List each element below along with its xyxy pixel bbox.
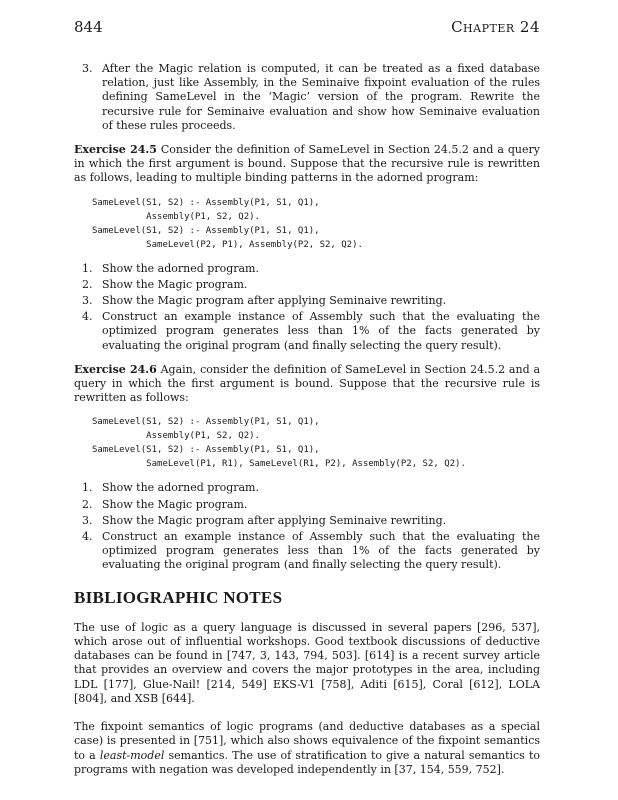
page-number: 844 — [74, 18, 103, 36]
list-item — [74, 294, 540, 308]
list-item — [74, 62, 540, 133]
list-item — [74, 278, 540, 292]
list-item-number: 3. — [82, 294, 93, 308]
code-block: SameLevel(S1, S2) :- Assembly(P1, S1, Q1), Assembly(P1, S2, Q2). SameLevel(S1, S2) :- Assembly(P1, S1, Q1), SameLevel(P1, R1), SameLevel(R1, P2), Assembly(P2, S2, Q2). — [92, 417, 466, 470]
list-item — [74, 498, 540, 512]
bibliography-paragraph: The use of logic as a query language is discussed in several papers [296, 537], which arose out of influential workshops. Good textbook discussions of deductive databases can be found in [747, 3, 143, 794, 503]. [614] is a recent survey article that provides an overview and covers the major prototypes in the area, including LDL [177], Glue-Nail! [214, 549] EKS-V1 [758], Aditi [615], Coral [612], LOLA [804], and XSB [644]. — [74, 620, 540, 705]
list-item-number: 1. — [82, 481, 93, 495]
list-item-text: Show the Magic program. — [102, 497, 248, 511]
paragraph-text: The fixpoint semantics of logic programs (and deductive databases as a special case) is presented in [751], which also shows equivalence of the fixpoint semantics to a — [74, 720, 540, 762]
list-item-text: Show the Magic program after applying Seminaive rewriting. — [102, 513, 447, 527]
list-item-text: Show the Magic program. — [102, 277, 248, 291]
exercise-items — [74, 262, 540, 353]
paragraph-text: semantics. The use of stratification to give a natural semantics to programs with negation was developed independently in [37, 154, 559, 752]. — [74, 748, 540, 776]
list-item — [74, 514, 540, 528]
list-item-text: Show the adorned program. — [102, 481, 259, 495]
exercise-text: Again, consider the definition of SameLevel in Section 24.5.2 and a query in which the first argument is bound. Suppose that the recursive rule is rewritten as follows: — [74, 362, 540, 405]
bibliography-paragraph — [74, 720, 540, 777]
exercise-24-6 — [74, 363, 540, 406]
list-item-number: 3. — [82, 513, 93, 527]
list-item-text: Show the adorned program. — [102, 261, 259, 275]
list-item-number: 3. — [82, 62, 93, 75]
list-item-text: After the Magic relation is computed, it can be treated as a fixed database relation, just like Assembly, in the Seminaive fixpoint evaluation of the rules defining SameLevel in the ‘Magic’ version of the program. Rewrite the recursive rule for Seminaive evaluation and show how Seminaive evaluation of these rules proceeds. — [102, 62, 540, 132]
exercise-24-5 — [74, 143, 540, 186]
section-heading: BIBLIOGRAPHIC NOTES — [74, 587, 283, 607]
page-header — [74, 18, 540, 42]
list-item — [74, 530, 540, 573]
list-item-number: 1. — [82, 261, 93, 275]
list-item-number: 4. — [82, 530, 93, 544]
emphasized-term: least-model — [99, 748, 165, 762]
list-item — [74, 262, 540, 276]
exercise-title: Exercise 24.5 — [74, 143, 157, 157]
exercise-title: Exercise 24.6 — [74, 362, 157, 376]
list-item-number: 2. — [82, 277, 93, 291]
list-item-text: Show the Magic program after applying Seminaive rewriting. — [102, 294, 447, 308]
list-item-text: Construct an example instance of Assembly such that the evaluating the optimized program generates less than 1% of the facts generated by evaluating the original program (and finally selecting the query result). — [102, 310, 540, 352]
list-item-text: Construct an example instance of Assembly such that the evaluating the optimized program generates less than 1% of the facts generated by evaluating the original program (and finally selecting the query result). — [102, 530, 540, 572]
list-item-number: 2. — [82, 497, 93, 511]
intro-list — [74, 62, 540, 133]
page-body — [74, 62, 540, 791]
list-item — [74, 310, 540, 353]
chapter-title: Chapter 24 — [451, 18, 540, 36]
exercise-text: Consider the definition of SameLevel in Section 24.5.2 and a query in which the first argument is bound. Suppose that the recursive rule is rewritten as follows, leading to multiple binding patterns in the adorned program: — [74, 143, 540, 185]
exercise-items — [74, 481, 540, 572]
code-block: SameLevel(S1, S2) :- Assembly(P1, S1, Q1), Assembly(P1, S2, Q2). SameLevel(S1, S2) :- Assembly(P1, S1, Q1), SameLevel(P2, P1), Assembly(P2, S2, Q2). — [92, 197, 363, 250]
list-item-number: 4. — [82, 310, 93, 324]
list-item — [74, 481, 540, 495]
